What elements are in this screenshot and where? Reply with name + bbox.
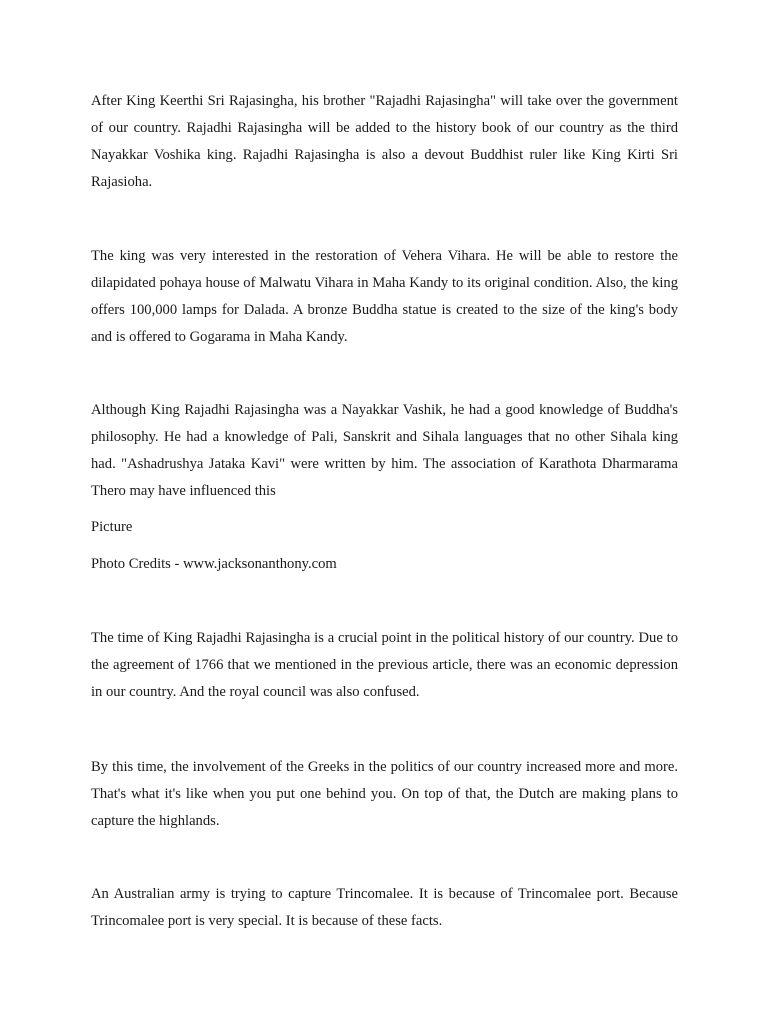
paragraph-3: Although King Rajadhi Rajasingha was a Nayakkar Vashik, he had a good knowledge of Buddha's philosophy. He had a knowledge of Pali, Sanskrit and Sihala languages that no other Sihala king had. "Ashadrushya Jataka Kavi" were written by him. The association of Karathota Dharmarama Thero may have influenced this	[91, 402, 678, 499]
picture-placeholder-label: Picture	[91, 519, 133, 535]
paragraph-1: After King Keerthi Sri Rajasingha, his brother "Rajadhi Rajasingha" will take over the government of our country. Rajadhi Rajasingha will be added to the history book of our country as the third Nayakkar Voshika king. Rajadhi Rajasingha is also a devout Buddhist ruler like King Kirti Sri Rajasioha.	[91, 93, 678, 190]
paragraph-4: The time of King Rajadhi Rajasingha is a crucial point in the political history of our country. Due to the agreement of 1766 that we mentioned in the previous article, there was an economic depression in our country. And the royal council was also confused.	[91, 630, 678, 700]
paragraph-2: The king was very interested in the restoration of Vehera Vihara. He will be able to restore the dilapidated pohaya house of Malwatu Vihara in Maha Kandy to its original condition. Also, the king offers 100,000 lamps for Dalada. A bronze Buddha statue is created to the size of the king's body and is offered to Gogarama in Maha Kandy.	[91, 248, 678, 345]
paragraph-6: An Australian army is trying to capture Trincomalee. It is because of Trincomalee port. Because Trincomalee port is very special. It is because of these facts.	[91, 886, 678, 929]
paragraph-5: By this time, the involvement of the Greeks in the politics of our country increased more and more. That's what it's like when you put one behind you. On top of that, the Dutch are making plans to capture the highlands.	[91, 759, 678, 829]
photo-credits: Photo Credits - www.jacksonanthony.com	[91, 556, 337, 572]
